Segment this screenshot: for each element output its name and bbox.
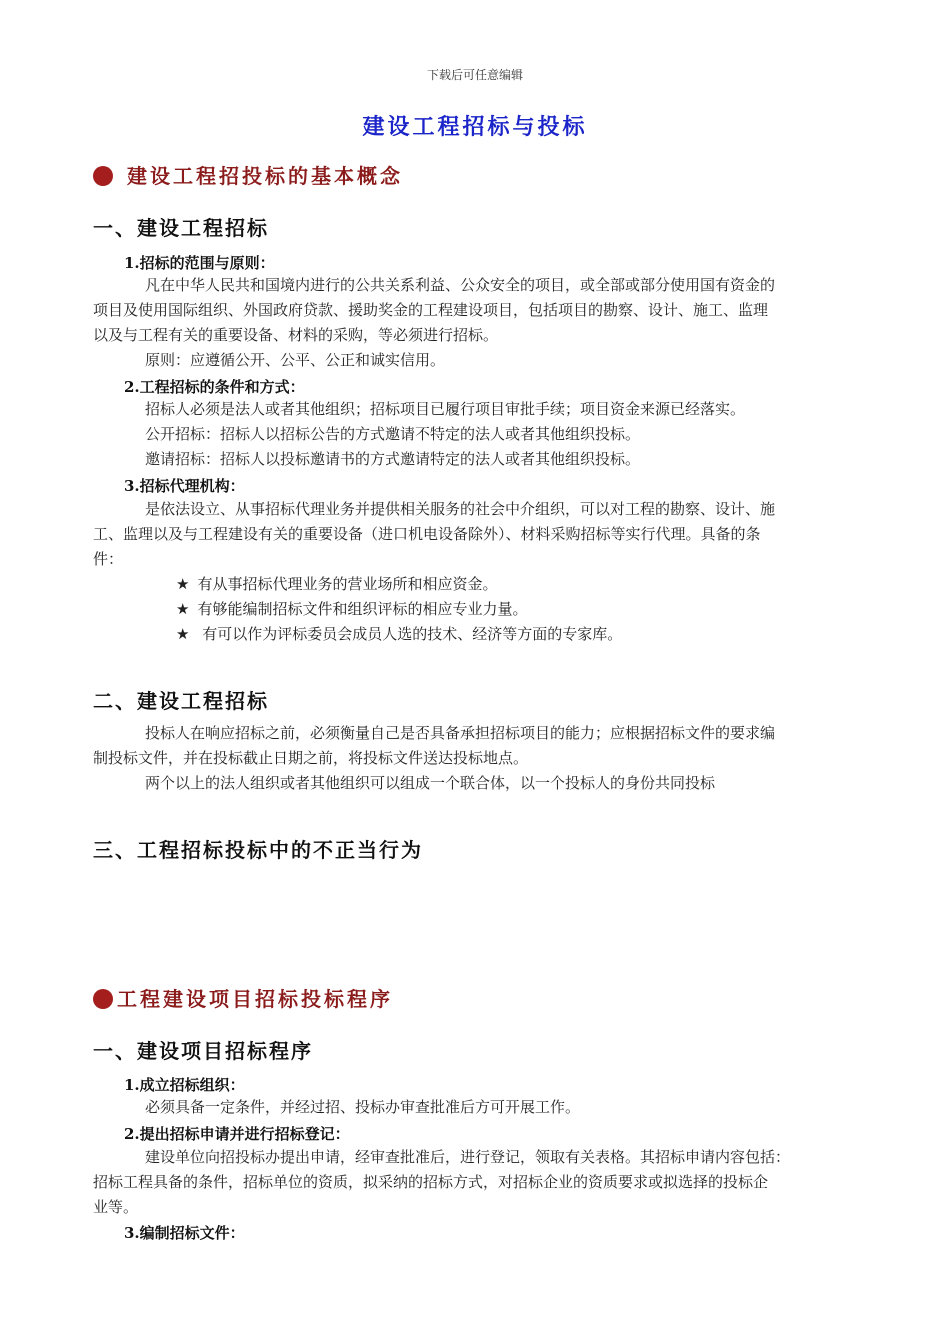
star-icon: ★ [176,575,190,593]
principle-para: 原则：应遵循公开、公平、公正和诚实信用。 [145,351,446,369]
step-1-heading: 1.成立招标组织： [124,1076,245,1094]
item-3-para-line: 件： [93,550,124,568]
bullet-circle-icon [93,166,113,186]
item-3-heading: 3.招标代理机构： [124,477,245,495]
heading-one: 一、建设工程招标 [93,216,269,240]
bidder-para-line: 投标人在响应招标之前，必须衡量自己是否具备承担招标项目的能力；应根据招标文件的要求编 [145,724,776,742]
star-icon: ★ [176,625,190,643]
step-2-para-line: 业等。 [93,1198,139,1216]
invited-bidding-para: 邀请招标：招标人以投标邀请书的方式邀请特定的法人或者其他组织投标。 [145,450,641,468]
bullet-circle-icon [93,989,113,1009]
item-3-para-line: 是依法设立、从事招标代理业务并提供相关服务的社会中介组织，可以对工程的勘察、设计、施 [145,500,776,518]
step-2-para-line: 建设单位向招投标办提出申请，经审查批准后，进行登记，领取有关表格。其招标申请内容包括： [145,1148,791,1166]
section-2-title [93,983,393,1012]
step-3-heading: 3.编制招标文件： [124,1224,245,1242]
item-3-para-line: 工、监理以及与工程建设有关的重要设备（进口机电设备除外）、材料采购招标等实行代理。具备的条 [93,525,761,543]
item-2-para: 招标人必须是法人或者其他组织；招标项目已履行项目审批手续；项目资金来源已经落实。 [145,400,746,418]
item-1-para-line: 项目及使用国际组织、外国政府贷款、援助奖金的工程建设项目，包括项目的勘察、设计、施工、监理 [93,301,769,319]
star-item-text: 有可以作为评标委员会成员人选的技术、经济等方面的专家库。 [197,625,623,643]
star-item-text: 有从事招标代理业务的营业场所和相应资金。 [197,575,498,593]
header-note: 下载后可任意编辑 [426,68,523,82]
consortium-para: 两个以上的法人组织或者其他组织可以组成一个联合体，以一个投标人的身份共同投标 [145,774,716,792]
section-1-title-text: 建设工程招投标的基本概念 [127,164,403,188]
star-item-text: 有够能编制招标文件和组织评标的相应专业力量。 [197,600,528,618]
step-1-para: 必须具备一定条件，并经过招、投标办审查批准后方可开展工作。 [145,1098,581,1116]
heading-three: 三、工程招标投标中的不正当行为 [93,838,423,862]
procedure-heading-one: 一、建设项目招标程序 [93,1039,313,1063]
item-1-para-line: 凡在中华人民共和国境内进行的公共关系利益、公众安全的项目，或全部或部分使用国有资金的 [145,276,776,294]
star-list-item [176,622,622,647]
item-2-heading: 2.工程招标的条件和方式： [124,378,305,396]
star-list-item [176,572,497,597]
step-2-para-line: 招标工程具备的条件，招标单位的资质，拟采纳的招标方式，对招标企业的资质要求或拟选择的投标企 [93,1173,769,1191]
item-1-para-line: 以及与工程有关的重要设备、材料的采购，等必须进行招标。 [93,326,499,344]
section-2-title-text: 工程建设项目招标投标程序 [117,987,393,1011]
star-list-item [176,597,527,622]
item-1-heading: 1.招标的范围与原则： [124,254,275,272]
step-2-heading: 2.提出招标申请并进行招标登记： [124,1125,350,1143]
public-bidding-para: 公开招标：招标人以招标公告的方式邀请不特定的法人或者其他组织投标。 [145,425,641,443]
star-icon: ★ [176,600,190,618]
section-1-title [93,160,403,189]
bidder-para-line: 制投标文件，并在投标截止日期之前，将投标文件送达投标地点。 [93,749,529,767]
document-title: 建设工程招标与投标 [362,114,588,140]
heading-two: 二、建设工程招标 [93,689,269,713]
